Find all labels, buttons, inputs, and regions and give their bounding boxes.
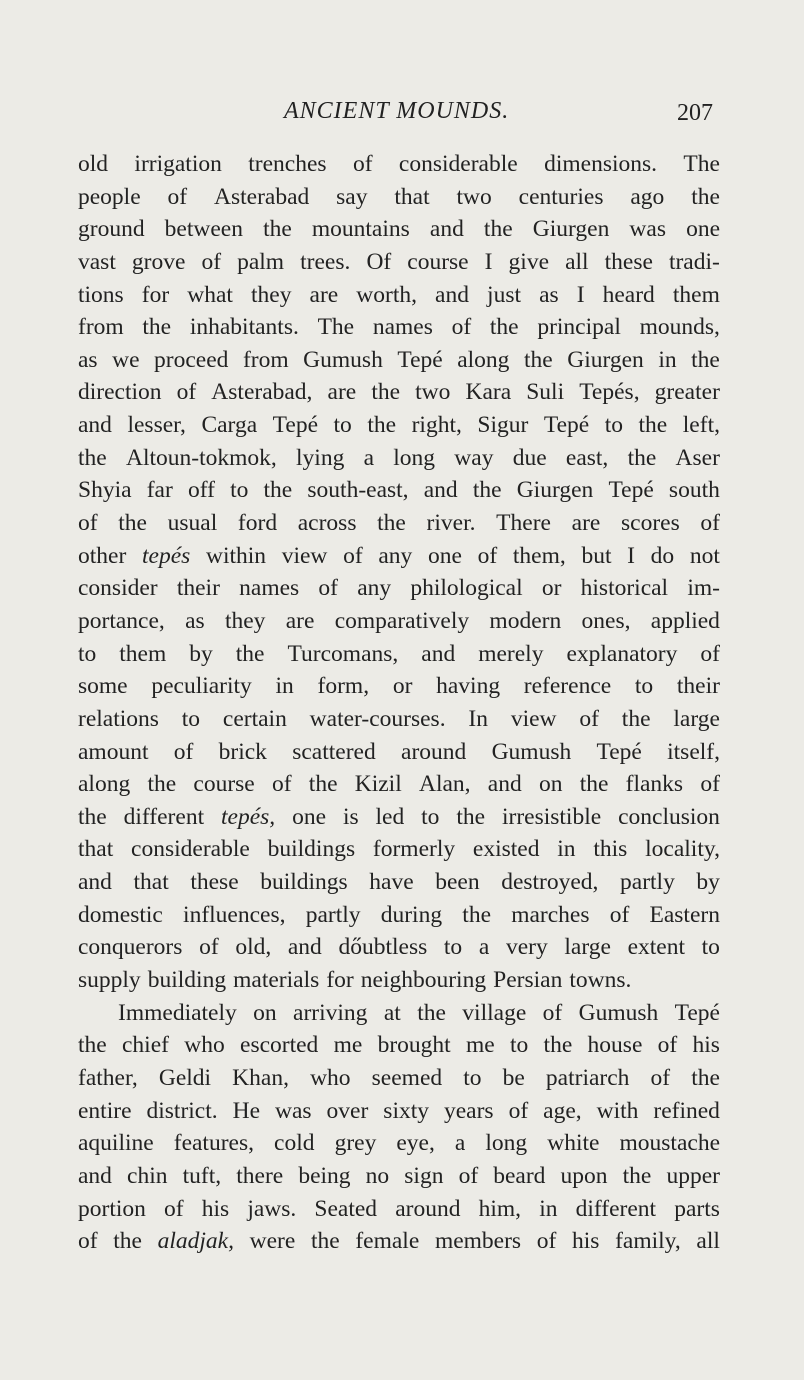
text-line: relations to certain water-courses. In view of the large [78,705,720,732]
text-line: ground between the mountains and the Giurgen was one [78,216,720,243]
text-line: supply building materials for neighbouring Persian towns. [78,967,632,994]
text-line: that considerable buildings formerly existed in this locality, [78,836,720,863]
text-line: Immediately on arriving at the village of Gumush Tepé [118,999,720,1026]
text-line: direction of Asterabad, are the two Kara Suli Tepés, greater [78,379,720,406]
text-line: people of Asterabad say that two centuries ago the [78,183,720,210]
text-line: of the aladjak, were the female members of his family, all [78,1228,720,1255]
text-line: portance, as they are comparatively modern ones, applied [78,607,720,634]
text-line: the Altoun-tokmok, lying a long way due east, the Aser [78,444,720,471]
text-line: father, Geldi Khan, who seemed to be patriarch of the [78,1064,720,1091]
text-line: amount of brick scattered around Gumush Tepé itself, [78,738,720,765]
body-text [78,148,720,1258]
text-line: as we proceed from Gumush Tepé along the Giurgen in the [78,346,720,373]
text-line: aquiline features, cold grey eye, a long white moustache [78,1130,720,1157]
page-header [0,92,804,132]
text-line: and lesser, Carga Tepé to the right, Sigur Tepé to the left, [78,412,720,439]
running-title: ANCIENT MOUNDS. [284,98,510,124]
text-line: some peculiarity in form, or having reference to their [78,673,720,700]
text-line: the different tepés, one is led to the irresistible conclusion [78,803,720,830]
text-line: other tepés within view of any one of them, but I do not [78,542,720,569]
text-line: the chief who escorted me brought me to the house of his [78,1032,720,1059]
text-line: of the usual ford across the river. There are scores of [78,510,720,537]
text-line: vast grove of palm trees. Of course I give all these tradi- [78,248,720,275]
text-line: entire district. He was over sixty years of age, with refined [78,1097,720,1124]
text-line: Shyia far off to the south-east, and the Giurgen Tepé south [78,477,720,504]
text-line: portion of his jaws. Seated around him, in different parts [78,1195,720,1222]
text-line: and that these buildings have been destroyed, partly by [78,869,720,896]
page-number: 207 [677,100,713,126]
text-line: old irrigation trenches of considerable dimensions. The [78,151,720,177]
text-line: conquerors of old, and dőubtless to a very large extent to [78,934,720,961]
text-line: from the inhabitants. The names of the principal mounds, [78,314,720,341]
text-line: to them by the Turcomans, and merely explanatory of [78,640,720,667]
text-line: along the course of the Kizil Alan, and on the flanks of [78,771,720,798]
text-line: domestic influences, partly during the marches of Eastern [78,901,720,928]
text-line: and chin tuft, there being no sign of beard upon the upper [78,1162,720,1189]
text-line: consider their names of any philological or historical im- [78,575,720,602]
text-line: tions for what they are worth, and just as I heard them [78,281,720,308]
